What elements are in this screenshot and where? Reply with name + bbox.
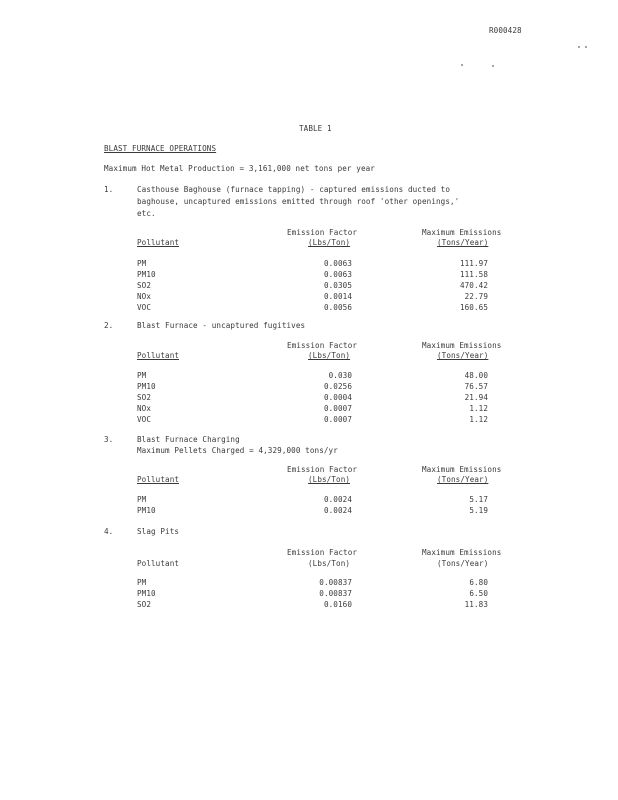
emissions-cell: 1.12: [469, 415, 488, 424]
section-title-line: Maximum Pellets Charged = 4,329,000 tons/yr: [137, 446, 338, 455]
section-title-line: Blast Furnace - uncaptured fugitives: [137, 321, 306, 330]
col-header-emissions: Maximum Emissions: [422, 228, 502, 237]
factor-cell: 0.0063: [323, 259, 352, 268]
col-header-pollutant: Pollutant: [137, 351, 180, 360]
emissions-cell: 470.42: [459, 281, 488, 290]
pollutant-cell: PM: [137, 259, 147, 268]
pollutant-cell: PM10: [137, 270, 156, 279]
col-header-emissions: Maximum Emissions: [422, 465, 502, 474]
pollutant-cell: SO2: [137, 600, 152, 609]
col-header-emissions-unit: (Tons/Year): [437, 475, 489, 484]
table-title: TABLE 1: [299, 124, 332, 133]
section-title-line: Casthouse Baghouse (furnace tapping) - captured emissions ducted to: [137, 185, 451, 194]
pollutant-cell: PM10: [137, 506, 156, 515]
pollutant-cell: PM10: [137, 382, 156, 391]
scan-speck: [461, 64, 463, 66]
factor-cell: 0.030: [328, 371, 352, 380]
factor-cell: 0.0024: [323, 495, 352, 504]
col-header-pollutant: Pollutant: [137, 559, 180, 568]
pollutant-cell: SO2: [137, 393, 152, 402]
col-header-factor: Emission Factor: [287, 548, 358, 557]
emissions-cell: 1.12: [469, 404, 488, 413]
factor-cell: 0.0063: [323, 270, 352, 279]
emissions-cell: 5.17: [469, 495, 488, 504]
emissions-cell: 160.65: [459, 303, 488, 312]
section-title-line: baghouse, uncaptured emissions emitted through roof 'other openings,': [137, 197, 460, 206]
emissions-cell: 22.79: [464, 292, 488, 301]
emissions-cell: 6.80: [469, 578, 488, 587]
document-id: R000428: [489, 26, 522, 35]
factor-cell: 0.0024: [323, 506, 352, 515]
col-header-factor-unit: (Lbs/Ton): [308, 238, 351, 247]
section-number: 4.: [104, 527, 114, 536]
pollutant-cell: PM: [137, 578, 147, 587]
section-title-line: Blast Furnace Charging: [137, 435, 240, 444]
col-header-pollutant: Pollutant: [137, 475, 180, 484]
section-number: 3.: [104, 435, 114, 444]
col-header-emissions: Maximum Emissions: [422, 341, 502, 350]
emissions-cell: 21.94: [464, 393, 488, 402]
col-header-factor-unit: (Lbs/Ton): [308, 559, 351, 568]
emissions-cell: 76.57: [464, 382, 488, 391]
factor-cell: 0.0004: [323, 393, 352, 402]
pollutant-cell: PM: [137, 371, 147, 380]
factor-cell: 0.0007: [323, 415, 352, 424]
scan-speck: [578, 46, 580, 48]
emissions-cell: 11.83: [464, 600, 488, 609]
factor-cell: 0.0056: [323, 303, 352, 312]
section-heading: BLAST FURNACE OPERATIONS: [104, 144, 217, 153]
pollutant-cell: PM10: [137, 589, 156, 598]
factor-cell: 0.0160: [323, 600, 352, 609]
factor-cell: 0.0305: [323, 281, 352, 290]
pollutant-cell: SO2: [137, 281, 152, 290]
section-number: 2.: [104, 321, 114, 330]
emissions-cell: 6.50: [469, 589, 488, 598]
col-header-factor: Emission Factor: [287, 341, 358, 350]
scan-speck: [492, 65, 494, 67]
emissions-cell: 48.00: [464, 371, 488, 380]
pollutant-cell: NOx: [137, 292, 152, 301]
col-header-factor: Emission Factor: [287, 465, 358, 474]
col-header-emissions-unit: (Tons/Year): [437, 559, 489, 568]
col-header-emissions-unit: (Tons/Year): [437, 351, 489, 360]
pollutant-cell: VOC: [137, 303, 152, 312]
col-header-factor-unit: (Lbs/Ton): [308, 351, 351, 360]
section-title-line: etc.: [137, 209, 156, 218]
production-line: Maximum Hot Metal Production = 3,161,000 net tons per year: [104, 164, 375, 173]
emissions-cell: 111.58: [459, 270, 488, 279]
factor-cell: 0.0256: [323, 382, 352, 391]
emissions-cell: 5.19: [469, 506, 488, 515]
col-header-emissions-unit: (Tons/Year): [437, 238, 489, 247]
col-header-pollutant: Pollutant: [137, 238, 180, 247]
col-header-factor: Emission Factor: [287, 228, 358, 237]
factor-cell: 0.00837: [319, 589, 352, 598]
col-header-factor-unit: (Lbs/Ton): [308, 475, 351, 484]
pollutant-cell: VOC: [137, 415, 152, 424]
pollutant-cell: NOx: [137, 404, 152, 413]
section-title-line: Slag Pits: [137, 527, 180, 536]
col-header-emissions: Maximum Emissions: [422, 548, 502, 557]
factor-cell: 0.00837: [319, 578, 352, 587]
factor-cell: 0.0014: [323, 292, 352, 301]
section-number: 1.: [104, 185, 114, 194]
scan-speck: [585, 46, 587, 48]
emissions-cell: 111.97: [459, 259, 488, 268]
pollutant-cell: PM: [137, 495, 147, 504]
factor-cell: 0.0007: [323, 404, 352, 413]
